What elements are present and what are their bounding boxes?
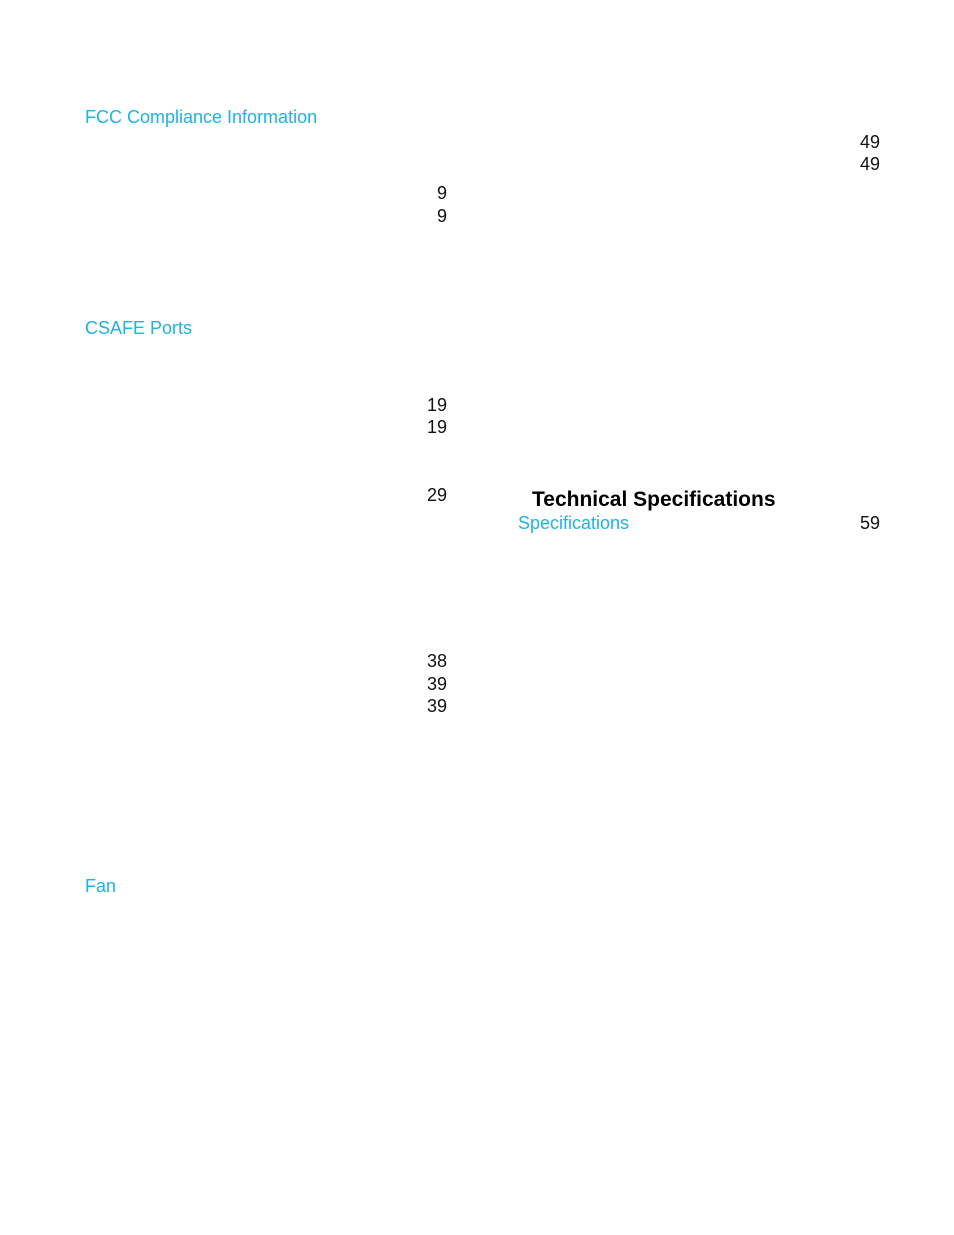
toc-link-fan[interactable]: Fan (85, 876, 117, 896)
toc-page-number: 49 (859, 132, 880, 152)
toc-page-number: 38 (426, 651, 447, 671)
toc-page-number: 49 (859, 154, 880, 174)
toc-page-number: 39 (426, 696, 447, 716)
toc-page-number: 9 (436, 206, 447, 226)
toc-page-number: 59 (859, 513, 880, 533)
toc-section-heading-technical-specifications: Technical Specifications (532, 488, 776, 511)
toc-page-number: 19 (426, 417, 447, 437)
toc-link-csafe-ports[interactable]: CSAFE Ports (85, 318, 193, 338)
toc-page-number: 19 (426, 395, 447, 415)
toc-page-number: 9 (436, 183, 447, 203)
toc-page-number: 39 (426, 674, 447, 694)
toc-link-fcc-compliance-information[interactable]: FCC Compliance Information (85, 107, 318, 127)
toc-page-number: 29 (426, 485, 447, 505)
toc-link-specifications[interactable]: Specifications (518, 513, 630, 533)
